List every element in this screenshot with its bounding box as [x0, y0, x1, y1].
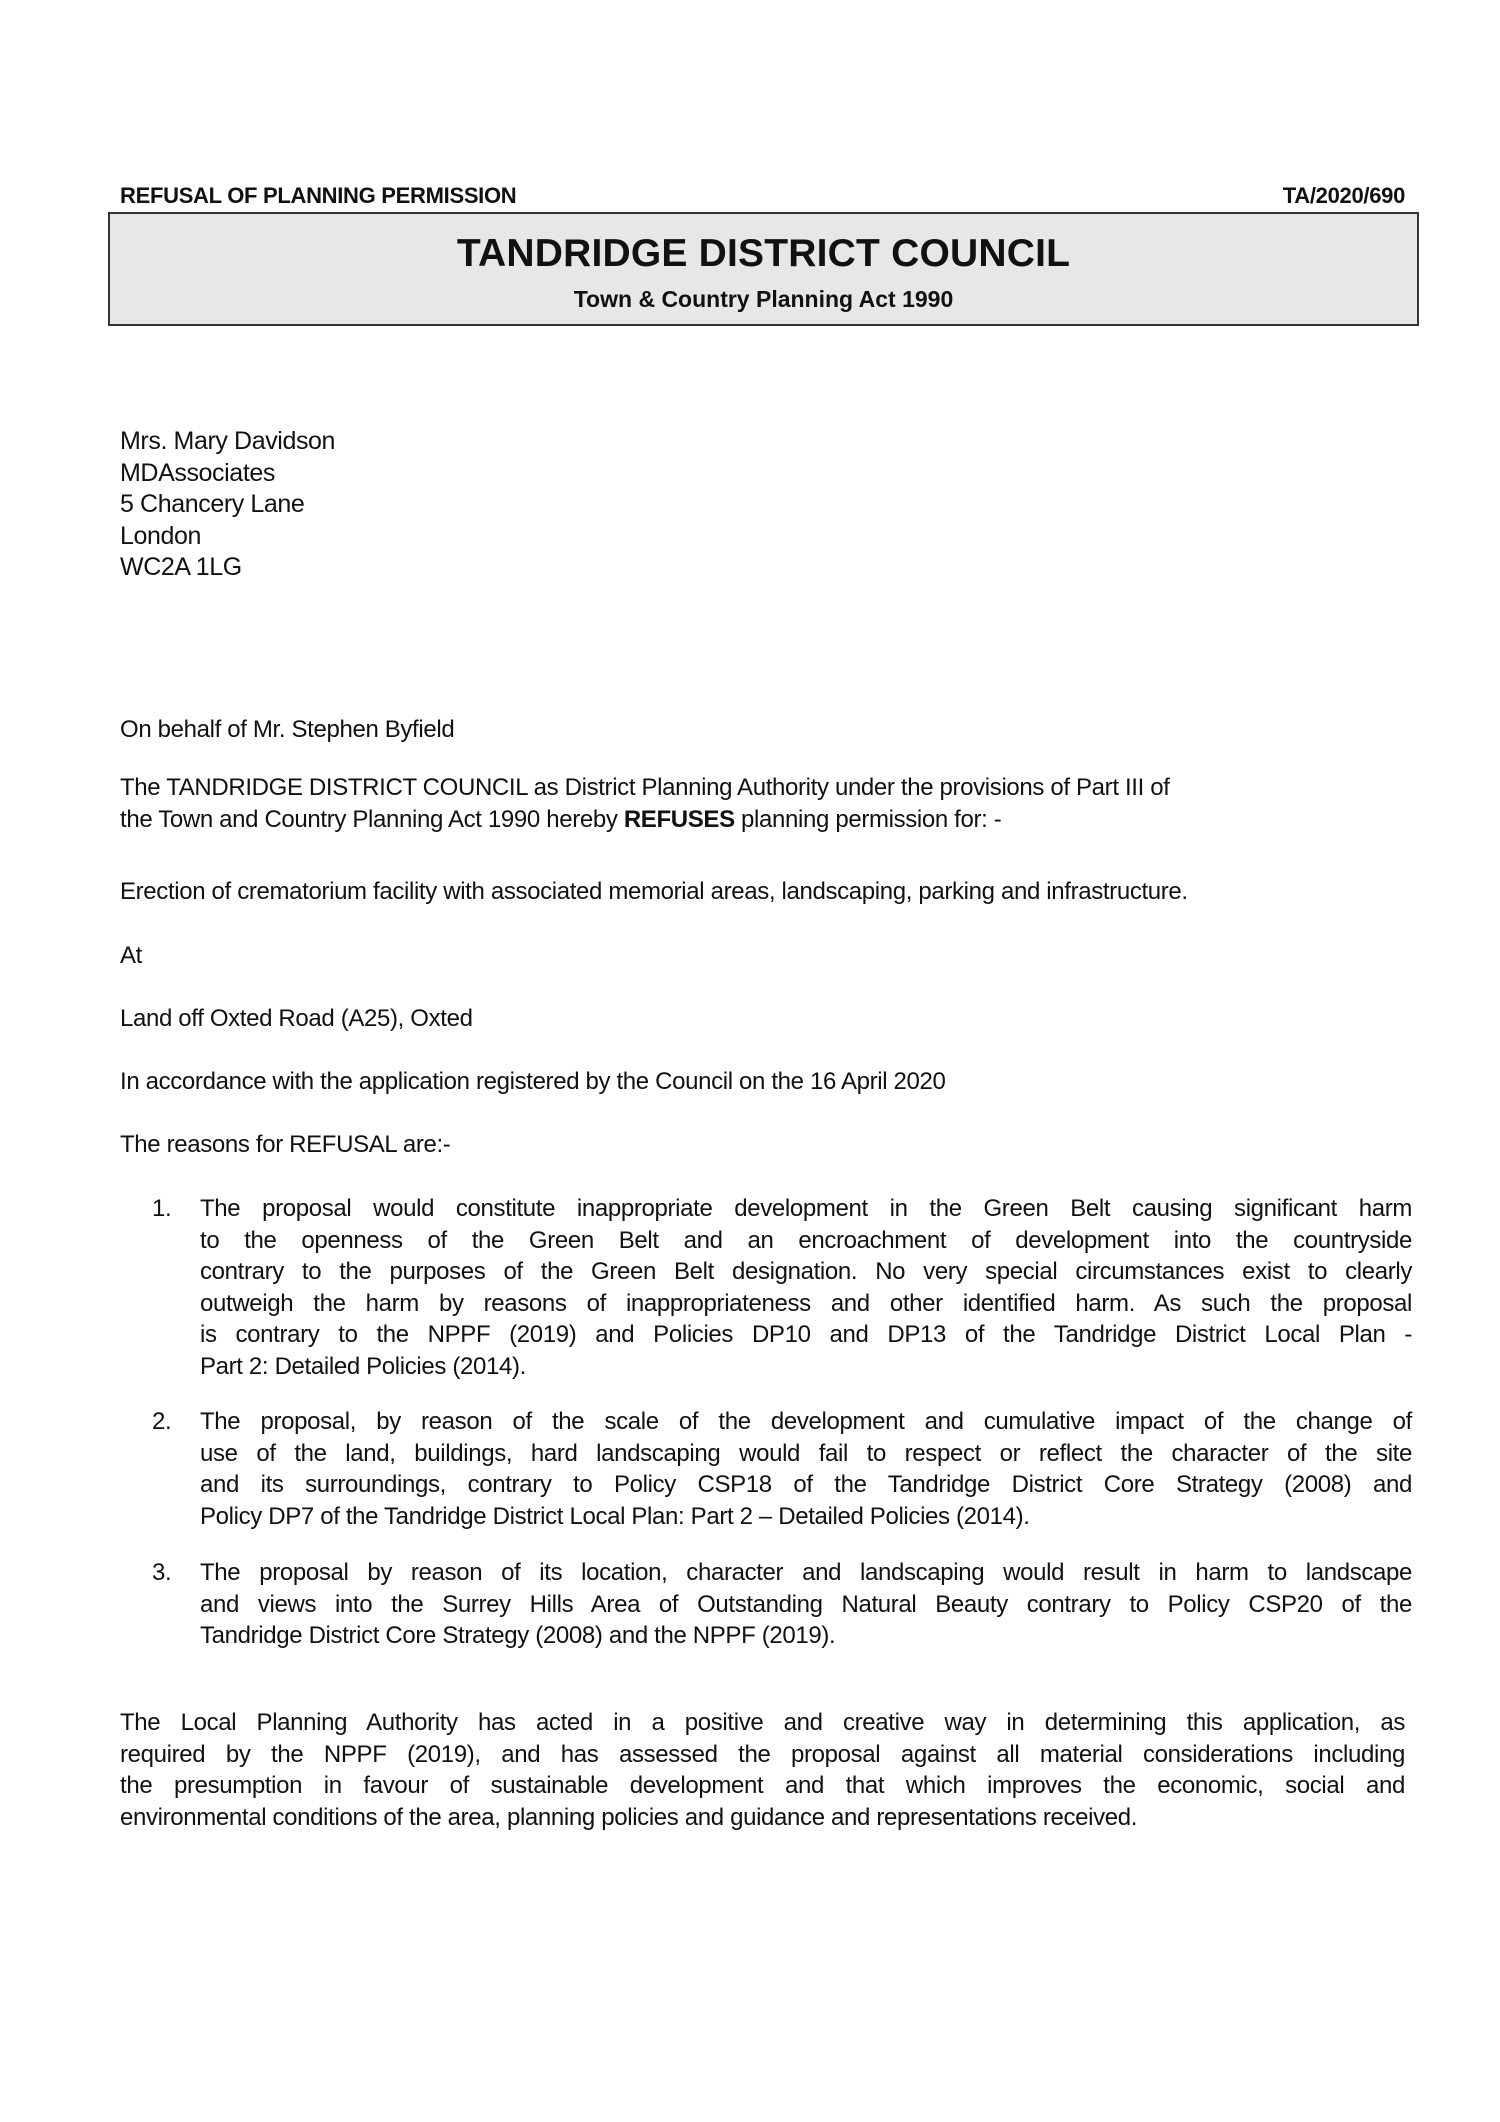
recipient-city: London [120, 521, 202, 550]
reason-line: to the openness of the Green Belt and an encroachment of development into the countryside [200, 1226, 1412, 1254]
reason-line: contrary to the purposes of the Green Belt designation. No very special circumstances exist to clearly [200, 1258, 1412, 1285]
closing-line: required by the NPPF (2019), and has assessed the proposal against all material considerations including [120, 1740, 1405, 1768]
document-type-title: REFUSAL OF PLANNING PERMISSION [120, 183, 517, 208]
closing-paragraph [120, 1707, 1405, 1833]
registration-line: In accordance with the application registered by the Council on the 16 April 2020 [120, 1068, 946, 1095]
reason-line: Tandridge District Core Strategy (2008) and the NPPF (2019). [200, 1622, 836, 1649]
reason-line: is contrary to the NPPF (2019) and Policies DP10 and DP13 of the Tandridge District Local Plan - [200, 1321, 1412, 1348]
reason-line: The proposal, by reason of the scale of the development and cumulative impact of the change of [200, 1408, 1412, 1435]
on-behalf-line: On behalf of Mr. Stephen Byfield [120, 716, 455, 743]
reason-line: Part 2: Detailed Policies (2014). [200, 1352, 526, 1380]
application-reference: TA/2020/690 [1282, 183, 1405, 208]
intro-line-1: The TANDRIDGE DISTRICT COUNCIL as District Planning Authority under the provisions of Part III of [120, 774, 1170, 801]
closing-line: the presumption in favour of sustainable development and that which improves the economic, social and [120, 1772, 1405, 1799]
planning-act: Town & Country Planning Act 1990 [573, 286, 954, 312]
at-label: At [120, 942, 142, 969]
intro-line-2 [120, 804, 1170, 836]
reason-line: and its surroundings, contrary to Policy CSP18 of the Tandridge District Core Strategy (2008) and [200, 1471, 1412, 1498]
recipient-postcode: WC2A 1LG [120, 553, 242, 581]
recipient-street: 5 Chancery Lane [120, 490, 305, 518]
reason-number: 3. [152, 1559, 172, 1586]
recipient-name: Mrs. Mary Davidson [120, 427, 336, 455]
reason-line: The proposal by reason of its location, character and landscaping would result in harm to landscape [200, 1559, 1412, 1586]
site-address: Land off Oxted Road (A25), Oxted [120, 1005, 473, 1032]
closing-line: The Local Planning Authority has acted in a positive and creative way in determining this application, as [120, 1709, 1405, 1736]
council-header-box [108, 212, 1419, 326]
recipient-company: MDAssociates [120, 458, 275, 487]
reason-item [152, 1193, 1412, 1382]
reason-line: and views into the Surrey Hills Area of Outstanding Natural Beauty contrary to Policy CSP20 of the [200, 1590, 1412, 1618]
recipient-address [120, 426, 335, 584]
reason-item [152, 1406, 1412, 1532]
reason-number: 1. [152, 1195, 172, 1222]
reason-item [152, 1557, 1412, 1652]
intro-line-2-start: the Town and Country Planning Act 1990 hereby [120, 805, 624, 833]
reason-line: outweigh the harm by reasons of inappropriateness and other identified harm. As such the proposal [200, 1289, 1412, 1317]
reason-number: 2. [152, 1408, 172, 1435]
intro-line-2-end: planning permission for: - [734, 805, 1002, 833]
reason-line: The proposal would constitute inappropriate development in the Green Belt causing significant harm [200, 1195, 1412, 1222]
refuses-keyword: REFUSES [623, 805, 735, 833]
intro-paragraph [120, 772, 1170, 835]
reason-line: Policy DP7 of the Tandridge District Local Plan: Part 2 – Detailed Policies (2014). [200, 1502, 1030, 1530]
closing-line: environmental conditions of the area, planning policies and guidance and representations received. [120, 1803, 1138, 1831]
council-name: TANDRIDGE DISTRICT COUNCIL [456, 232, 1071, 275]
proposal-description: Erection of crematorium facility with associated memorial areas, landscaping, parking and infrastructure. [120, 878, 1188, 905]
reason-line: use of the land, buildings, hard landscaping would fail to respect or reflect the character of the site [200, 1439, 1412, 1467]
reasons-intro: The reasons for REFUSAL are:- [120, 1131, 451, 1158]
